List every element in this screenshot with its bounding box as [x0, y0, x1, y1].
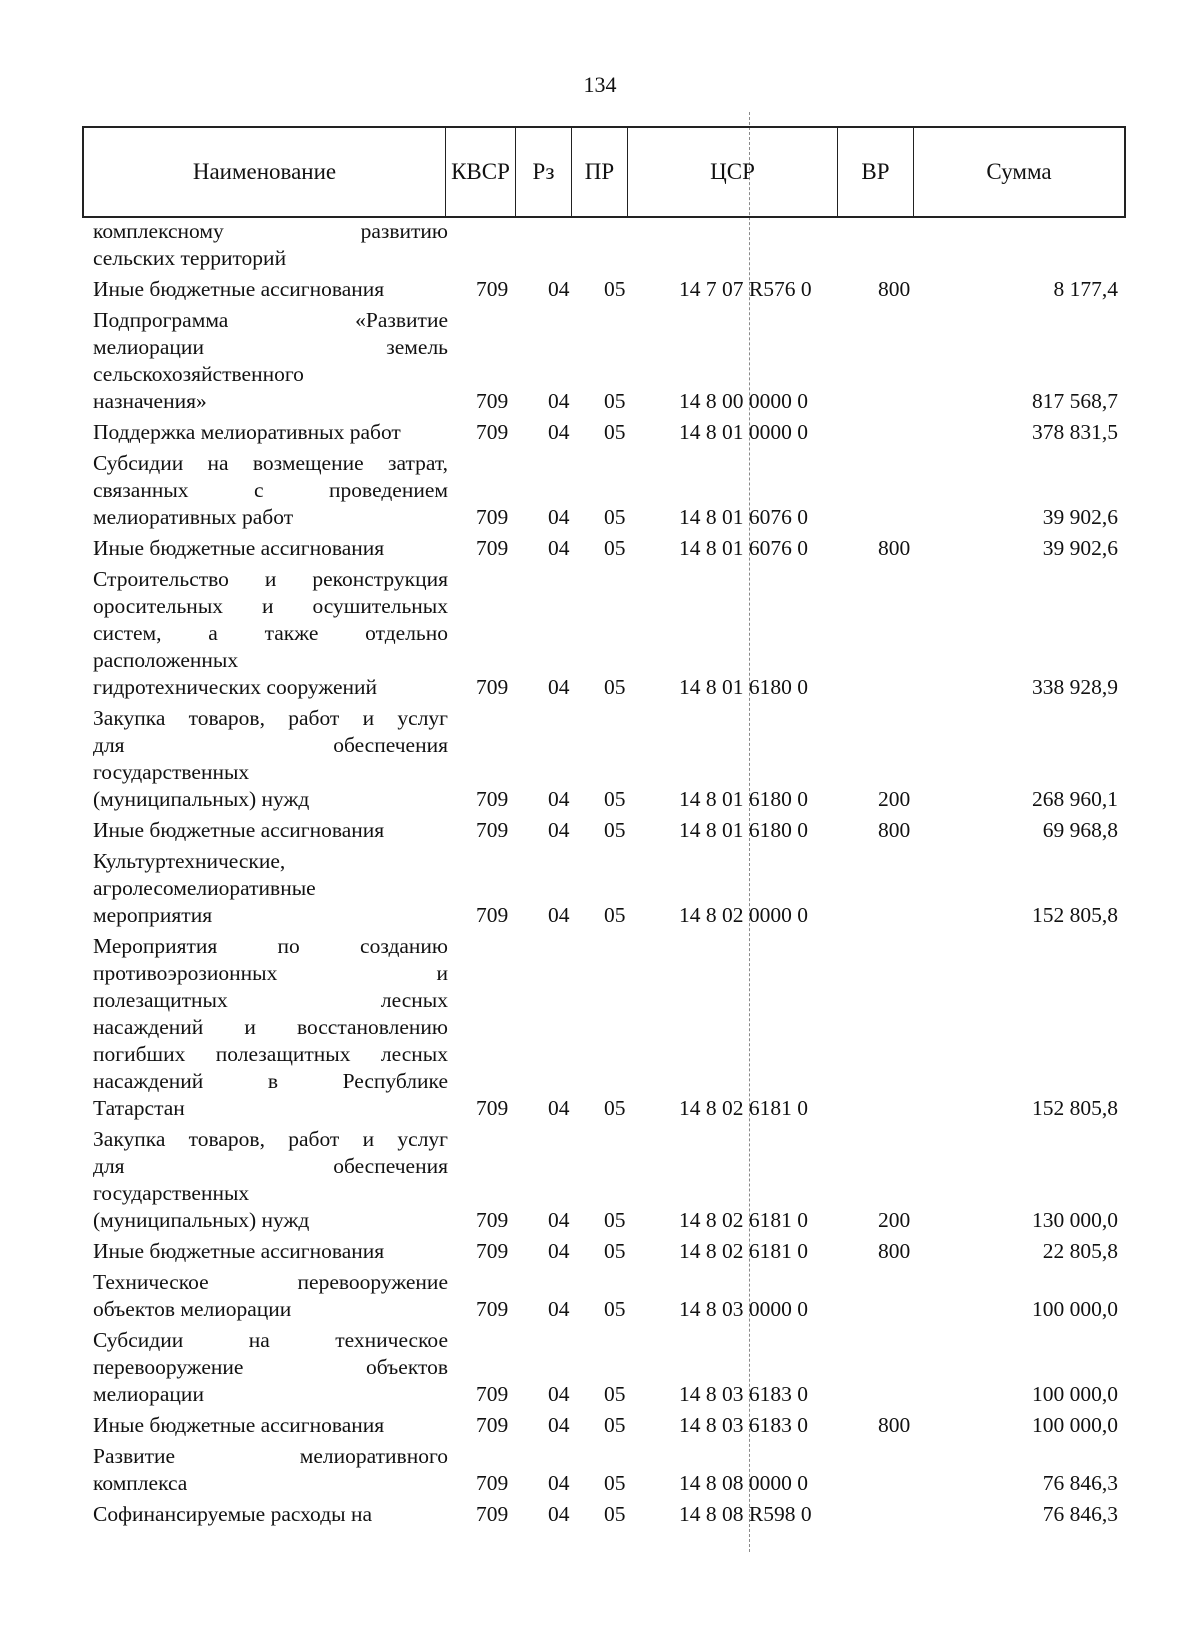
row-name	[93, 1443, 448, 1497]
row-name-line: Иные бюджетные ассигнования	[93, 536, 385, 560]
row-csr: 14 8 03 6183 0	[679, 1382, 808, 1406]
table-header	[82, 126, 1126, 218]
header-pr: ПР	[572, 128, 628, 216]
row-name-line: Иные бюджетные ассигнования	[93, 818, 385, 842]
row-name-line: Культуртехнические,	[93, 849, 286, 873]
row-name-line: Софинансируемые расходы на	[93, 1502, 372, 1526]
row-name-line: Субсидии на возмещение затрат,	[93, 451, 448, 475]
row-sum: 76 846,3	[1042, 1502, 1118, 1526]
row-pr: 05	[604, 277, 626, 301]
row-sum: 39 902,6	[1042, 536, 1118, 560]
row-name	[93, 218, 448, 272]
row-pr: 05	[604, 536, 626, 560]
row-name	[93, 450, 448, 531]
row-kvsr: 709	[476, 277, 509, 301]
row-kvsr: 709	[476, 1382, 509, 1406]
header-name: Наименование	[84, 128, 446, 216]
row-csr: 14 8 03 0000 0	[679, 1297, 808, 1321]
row-sum: 100 000,0	[1032, 1382, 1118, 1406]
row-name-line: (муниципальных) нужд	[93, 787, 310, 811]
row-name-line: мелиорации земель	[93, 335, 448, 359]
row-name-line: сельскохозяйственного	[93, 362, 304, 386]
row-name	[93, 276, 448, 303]
row-csr: 14 8 00 0000 0	[679, 389, 808, 413]
row-rz: 04	[548, 1096, 570, 1120]
table-row	[0, 1238, 1200, 1269]
row-name	[93, 933, 448, 1122]
row-sum: 817 568,7	[1032, 389, 1118, 413]
row-name	[93, 1501, 448, 1528]
row-rz: 04	[548, 1502, 570, 1526]
row-rz: 04	[548, 1208, 570, 1232]
row-csr: 14 8 08 R598 0	[679, 1502, 812, 1526]
row-kvsr: 709	[476, 1471, 509, 1495]
row-csr: 14 8 01 6076 0	[679, 536, 808, 560]
row-rz: 04	[548, 389, 570, 413]
row-name	[93, 1269, 448, 1323]
row-name-line: Техническое перевооружение	[93, 1270, 448, 1294]
table-row	[0, 817, 1200, 848]
row-pr: 05	[604, 1096, 626, 1120]
row-name-line: сельских территорий	[93, 246, 287, 270]
row-name-line: государственных	[93, 1181, 250, 1205]
table-row	[0, 1412, 1200, 1443]
row-csr: 14 8 01 6076 0	[679, 505, 808, 529]
row-name-line: погибших полезащитных лесных	[93, 1042, 448, 1066]
row-kvsr: 709	[476, 536, 509, 560]
table-row	[0, 276, 1200, 307]
row-name-line: Мероприятия по созданию	[93, 934, 448, 958]
row-vr: 200	[878, 1208, 911, 1232]
row-csr: 14 8 01 6180 0	[679, 675, 808, 699]
table-row	[0, 307, 1200, 419]
row-sum: 378 831,5	[1032, 420, 1118, 444]
row-name-line: для обеспечения	[93, 1154, 448, 1178]
row-rz: 04	[548, 420, 570, 444]
header-kvsr: КВСР	[446, 128, 516, 216]
row-name-line: мероприятия	[93, 903, 213, 927]
row-csr: 14 7 07 R576 0	[679, 277, 812, 301]
row-sum: 8 177,4	[1053, 277, 1118, 301]
row-pr: 05	[604, 1382, 626, 1406]
row-name-line: Поддержка мелиоративных работ	[93, 420, 401, 444]
row-name-line: Субсидии на техническое	[93, 1328, 448, 1352]
row-name-line: для обеспечения	[93, 733, 448, 757]
row-name-line: Строительство и реконструкция	[93, 567, 448, 591]
row-csr: 14 8 02 6181 0	[679, 1096, 808, 1120]
row-csr: 14 8 08 0000 0	[679, 1471, 808, 1495]
row-name	[93, 307, 448, 415]
row-csr: 14 8 02 6181 0	[679, 1208, 808, 1232]
row-name-line: расположенных	[93, 648, 239, 672]
row-kvsr: 709	[476, 1297, 509, 1321]
row-pr: 05	[604, 1208, 626, 1232]
row-pr: 05	[604, 818, 626, 842]
row-vr: 800	[878, 1239, 911, 1263]
row-pr: 05	[604, 675, 626, 699]
row-name	[93, 1238, 448, 1265]
row-vr: 800	[878, 536, 911, 560]
row-name-line: агролесомелиоративные	[93, 876, 316, 900]
row-csr: 14 8 01 6180 0	[679, 787, 808, 811]
row-rz: 04	[548, 1471, 570, 1495]
row-name-line: насаждений в Республике	[93, 1069, 448, 1093]
row-sum: 39 902,6	[1042, 505, 1118, 529]
row-name-line: Закупка товаров, работ и услуг	[93, 706, 448, 730]
row-name-line: Татарстан	[93, 1096, 185, 1120]
row-name-line: связанных с проведением	[93, 478, 448, 502]
table-body	[0, 218, 1200, 1532]
row-pr: 05	[604, 1413, 626, 1437]
row-csr: 14 8 01 0000 0	[679, 420, 808, 444]
header-vr: ВР	[838, 128, 914, 216]
row-kvsr: 709	[476, 389, 509, 413]
row-kvsr: 709	[476, 1239, 509, 1263]
page-number: 134	[583, 72, 617, 97]
row-kvsr: 709	[476, 787, 509, 811]
row-sum: 130 000,0	[1032, 1208, 1118, 1232]
row-name-line: (муниципальных) нужд	[93, 1208, 310, 1232]
row-kvsr: 709	[476, 420, 509, 444]
row-sum: 152 805,8	[1032, 903, 1118, 927]
row-rz: 04	[548, 787, 570, 811]
row-rz: 04	[548, 536, 570, 560]
row-sum: 100 000,0	[1032, 1297, 1118, 1321]
row-sum: 338 928,9	[1032, 675, 1118, 699]
table-row	[0, 848, 1200, 933]
row-name-line: Развитие мелиоративного	[93, 1444, 448, 1468]
row-name	[93, 419, 448, 446]
row-rz: 04	[548, 505, 570, 529]
row-name-line: объектов мелиорации	[93, 1297, 292, 1321]
row-rz: 04	[548, 1413, 570, 1437]
header-sum: Сумма	[986, 159, 1052, 184]
row-name-line: мелиоративных работ	[93, 505, 294, 529]
row-name	[93, 817, 448, 844]
row-name-line: комплекса	[93, 1471, 188, 1495]
table-row	[0, 1269, 1200, 1327]
row-vr: 800	[878, 1413, 911, 1437]
row-name	[93, 1412, 448, 1439]
row-vr: 800	[878, 277, 911, 301]
row-pr: 05	[604, 1297, 626, 1321]
row-pr: 05	[604, 389, 626, 413]
row-kvsr: 709	[476, 1502, 509, 1526]
row-rz: 04	[548, 818, 570, 842]
row-pr: 05	[604, 1239, 626, 1263]
row-pr: 05	[604, 787, 626, 811]
row-kvsr: 709	[476, 818, 509, 842]
row-name-line: перевооружение объектов	[93, 1355, 448, 1379]
row-pr: 05	[604, 420, 626, 444]
row-vr: 200	[878, 787, 911, 811]
row-rz: 04	[548, 277, 570, 301]
table-row	[0, 1327, 1200, 1412]
row-kvsr: 709	[476, 1096, 509, 1120]
row-rz: 04	[548, 1239, 570, 1263]
table-row	[0, 566, 1200, 705]
row-name-line: Иные бюджетные ассигнования	[93, 277, 385, 301]
header-csr: ЦСР	[628, 128, 838, 216]
row-sum: 268 960,1	[1032, 787, 1118, 811]
row-vr: 800	[878, 818, 911, 842]
row-name	[93, 848, 448, 929]
row-name	[93, 535, 448, 562]
row-name	[93, 1126, 448, 1234]
row-name-line: оросительных и осушительных	[93, 594, 448, 618]
row-pr: 05	[604, 903, 626, 927]
row-pr: 05	[604, 1502, 626, 1526]
row-sum: 100 000,0	[1032, 1413, 1118, 1437]
row-name-line: Закупка товаров, работ и услуг	[93, 1127, 448, 1151]
row-name-line: комплексному развитию	[93, 219, 448, 243]
row-kvsr: 709	[476, 505, 509, 529]
row-rz: 04	[548, 1382, 570, 1406]
row-pr: 05	[604, 1471, 626, 1495]
table-row	[0, 1126, 1200, 1238]
row-sum: 22 805,8	[1042, 1239, 1118, 1263]
table-row	[0, 1501, 1200, 1532]
row-rz: 04	[548, 903, 570, 927]
row-name-line: полезащитных лесных	[93, 988, 448, 1012]
header-rz: Рз	[516, 128, 572, 216]
table-row	[0, 450, 1200, 535]
table-row	[0, 218, 1200, 276]
row-pr: 05	[604, 505, 626, 529]
table-row	[0, 1443, 1200, 1501]
row-kvsr: 709	[476, 903, 509, 927]
row-name-line: Подпрограмма «Развитие	[93, 308, 448, 332]
row-name-line: Иные бюджетные ассигнования	[93, 1413, 385, 1437]
row-name-line: назначения»	[93, 389, 207, 413]
row-name-line: гидротехнических сооружений	[93, 675, 378, 699]
row-name-line: мелиорации	[93, 1382, 204, 1406]
table-row	[0, 535, 1200, 566]
table-row	[0, 419, 1200, 450]
row-csr: 14 8 03 6183 0	[679, 1413, 808, 1437]
row-rz: 04	[548, 675, 570, 699]
table-row	[0, 933, 1200, 1126]
row-name-line: систем, а также отдельно	[93, 621, 448, 645]
row-kvsr: 709	[476, 1208, 509, 1232]
row-csr: 14 8 01 6180 0	[679, 818, 808, 842]
row-kvsr: 709	[476, 1413, 509, 1437]
row-name-line: насаждений и восстановлению	[93, 1015, 448, 1039]
row-name	[93, 705, 448, 813]
row-kvsr: 709	[476, 675, 509, 699]
row-sum: 152 805,8	[1032, 1096, 1118, 1120]
row-name-line: государственных	[93, 760, 250, 784]
row-csr: 14 8 02 6181 0	[679, 1239, 808, 1263]
row-csr: 14 8 02 0000 0	[679, 903, 808, 927]
row-rz: 04	[548, 1297, 570, 1321]
row-name	[93, 566, 448, 701]
row-sum: 76 846,3	[1042, 1471, 1118, 1495]
row-name-line: Иные бюджетные ассигнования	[93, 1239, 385, 1263]
table-row	[0, 705, 1200, 817]
row-sum: 69 968,8	[1042, 818, 1118, 842]
row-name-line: противоэрозионных и	[93, 961, 448, 985]
row-name	[93, 1327, 448, 1408]
